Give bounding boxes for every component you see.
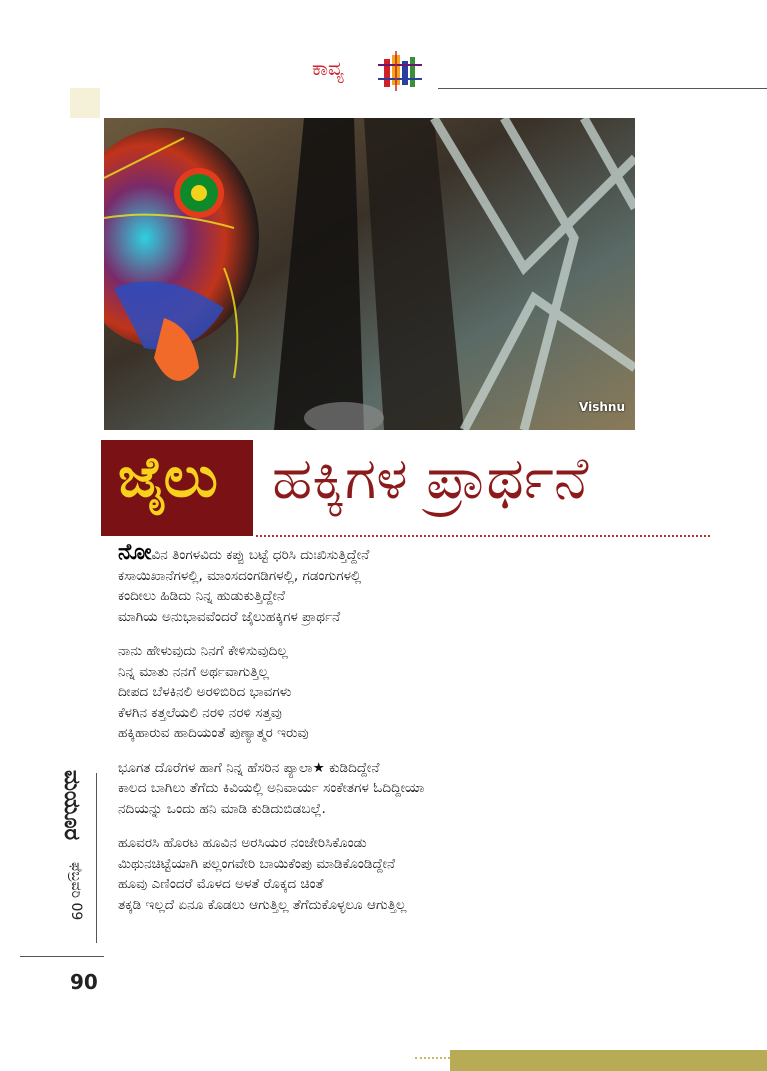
section-label: ಕಾವ್ಯ	[312, 56, 344, 80]
stanza-1	[118, 540, 638, 627]
page-corner-tab	[70, 88, 100, 118]
poem-line: ಹೂವರಸಿ ಹೊರಟ ಹೂವಿನ ಅರಸಿಯರ ನಂಜೇರಿಸಿಕೊಂಡು	[118, 835, 367, 851]
stanza-4	[118, 833, 638, 915]
poem-line: ಮಿಥುನಚಿಟ್ಟೆಯಾಗಿ ಪಲ್ಲಂಗವೇರಿ ಬಾಯಿಕೆಂಪು ಮಾಡಿಕೊಂಡಿದ್ದೇನೆ	[118, 855, 396, 872]
sidebar-rule	[96, 773, 97, 943]
poem-line-text: ವಿನ ತಿಂಗಳವಿದು ಕಪ್ಪು ಬಟ್ಟೆ ಧರಿಸಿ ದುಃಖಿಸುತ್ತಿದ್ದೇನೆ	[151, 547, 370, 563]
poem-line: ನಾನು ಹೇಳುವುದು ನಿನಗೆ ಕೇಳಿಸುವುದಿಲ್ಲ	[118, 643, 288, 659]
poem-line: ನದಿಯನ್ನು ಒಂದು ಹನಿ ಮಾಡಿ ಕುಡಿದುಬಿಡಬಲ್ಲೆ.	[118, 800, 326, 817]
header-rule	[438, 88, 767, 89]
poem-line: ಹಕ್ಕಿಹಾರುವ ಹಾದಿಯಂತೆ ಪುಣ್ಯಾತ್ಮರ ಇರುವು	[118, 725, 309, 741]
poem-line	[118, 540, 638, 566]
issue-date-vertical	[40, 862, 100, 946]
title-dotted-rule	[256, 535, 710, 537]
magazine-title-vertical	[40, 770, 100, 850]
poem-line: ಕಂದೀಲು ಹಿಡಿದು ನಿನ್ನ ಹುಡುಕುತ್ತಿದ್ದೇನೆ	[118, 588, 285, 604]
title-word-highlighted: ಜೈಲು	[118, 445, 218, 510]
footer-band	[450, 1050, 767, 1071]
title-word-main: ಹಕ್ಕಿಗಳ ಪ್ರಾರ್ಥನೆ	[272, 444, 589, 512]
issue-date: ಫೆಬ್ರವರಿ 09	[68, 862, 84, 921]
artist-signature: Vishnu	[579, 400, 625, 414]
stanza-3	[118, 758, 638, 820]
poem-body	[118, 540, 638, 929]
poem-line: ಕಸಾಯಿಖಾನೆಗಳಲ್ಲಿ, ಮಾಂಸದಂಗಡಿಗಳಲ್ಲಿ, ಗಡಂಗುಗಳಲ್ಲಿ	[118, 567, 362, 584]
page-number: 90	[70, 970, 98, 994]
poem-line: ನಿನ್ನ ಮಾತು ನನಗೆ ಅರ್ಥವಾಗುತ್ತಿಲ್ಲ	[118, 663, 269, 680]
poem-line: ದೀಪದ ಬೆಳಕಿನಲಿ ಅರಳಿಬಿರಿದ ಭಾವಗಳು	[118, 684, 292, 700]
poem-line: ತಕ್ಕಡಿ ಇಲ್ಲದೆ ಏನೂ ಕೊಡಲು ಆಗುತ್ತಿಲ್ಲ ತೆಗೆದುಕೊಳ್ಳಲೂ ಆಗುತ್ತಿಲ್ಲ	[118, 896, 407, 913]
poem-line: ಹೂವು ಎಣಿಂದರೆ ಮೊಳದ ಅಳತೆ ರೊಕ್ಕದ ಚಿಂತೆ	[118, 876, 324, 892]
poem-line: ಕೆಳಗಿನ ಕತ್ತಲೆಯಲಿ ನರಳಿ ನರಳಿ ಸತ್ತವು	[118, 704, 282, 721]
stanza-2	[118, 641, 638, 744]
drop-cap: ನೋ	[118, 540, 152, 565]
footer-dotted-rule	[415, 1057, 450, 1059]
poem-illustration	[104, 118, 635, 430]
magazine-title: ಮಯೂರ	[59, 770, 84, 841]
poem-line: ಭೂಗತ ದೊರೆಗಳ ಹಾಗೆ ನಿನ್ನ ಹೆಸರಿನ ಪ್ಯಾಲಾ★ ಕುಡಿದಿದ್ದೇನೆ	[118, 759, 380, 776]
poem-line: ಮಾಗಿಯ ಅನುಭಾವವೆಂದರೆ ಜೈಲುಹಕ್ಕಿಗಳ ಪ್ರಾರ್ಥನೆ	[118, 608, 341, 625]
footer-rule	[20, 956, 104, 957]
section-logo-icon	[378, 51, 422, 91]
poem-line: ಕಾಲದ ಬಾಗಿಲು ತೆಗೆದು ಕಿವಿಯಲ್ಲಿ ಅನಿವಾರ್ಯ ಸಂಕೇತಗಳ ಓದಿದ್ದೀಯಾ	[118, 780, 425, 796]
